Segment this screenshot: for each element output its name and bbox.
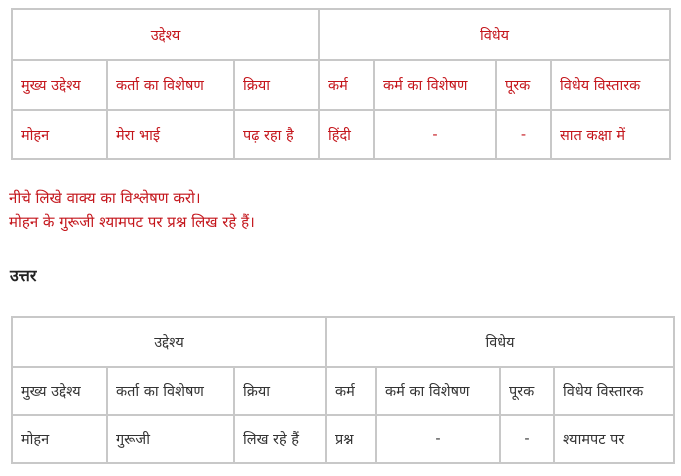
- subject-header: उद्देश्य: [12, 9, 319, 60]
- table-cell: मोहन: [12, 415, 107, 463]
- example-analysis-table: [11, 8, 671, 160]
- question-line-1: नीचे लिखे वाक्य का विश्लेषण करो।: [9, 189, 201, 207]
- table-header-row: [12, 317, 674, 367]
- column-header: कर्ता का विशेषण: [107, 367, 234, 415]
- answer-heading: उत्तर: [10, 266, 37, 285]
- subject-header: उद्देश्य: [12, 317, 326, 367]
- column-header: विधेय विस्तारक: [551, 60, 670, 110]
- predicate-header: विधेय: [326, 317, 674, 367]
- column-header: पूरक: [500, 367, 554, 415]
- column-header: मुख्य उद्देश्य: [12, 367, 107, 415]
- column-header: कर्म का विशेषण: [376, 367, 500, 415]
- question-line-2: मोहन के गुरूजी श्यामपट पर प्रश्न लिख रहे हैं।: [9, 213, 255, 231]
- table-header-row: [12, 9, 670, 60]
- column-header: कर्म का विशेषण: [374, 60, 496, 110]
- column-header: कर्ता का विशेषण: [107, 60, 234, 110]
- question-text: [9, 186, 255, 234]
- table-cell: मोहन: [12, 110, 107, 159]
- column-header: क्रिया: [234, 60, 319, 110]
- table-row: [12, 110, 670, 159]
- table-cell: -: [496, 110, 551, 159]
- table-cell: मेरा भाई: [107, 110, 234, 159]
- column-header: पूरक: [496, 60, 551, 110]
- table-column-row: [12, 60, 670, 110]
- predicate-header: विधेय: [319, 9, 670, 60]
- column-header: मुख्य उद्देश्य: [12, 60, 107, 110]
- table-cell: पढ़ रहा है: [234, 110, 319, 159]
- table-cell: श्यामपट पर: [554, 415, 674, 463]
- table-column-row: [12, 367, 674, 415]
- table-cell: सात कक्षा में: [551, 110, 670, 159]
- column-header: कर्म: [326, 367, 376, 415]
- table-cell: लिख रहे हैं: [234, 415, 326, 463]
- answer-analysis-table: [11, 316, 675, 464]
- table-cell: गुरूजी: [107, 415, 234, 463]
- table-cell: -: [376, 415, 500, 463]
- column-header: कर्म: [319, 60, 374, 110]
- table-row: [12, 415, 674, 463]
- table-cell: प्रश्न: [326, 415, 376, 463]
- table-cell: -: [374, 110, 496, 159]
- table-cell: -: [500, 415, 554, 463]
- column-header: क्रिया: [234, 367, 326, 415]
- column-header: विधेय विस्तारक: [554, 367, 674, 415]
- table-cell: हिंदी: [319, 110, 374, 159]
